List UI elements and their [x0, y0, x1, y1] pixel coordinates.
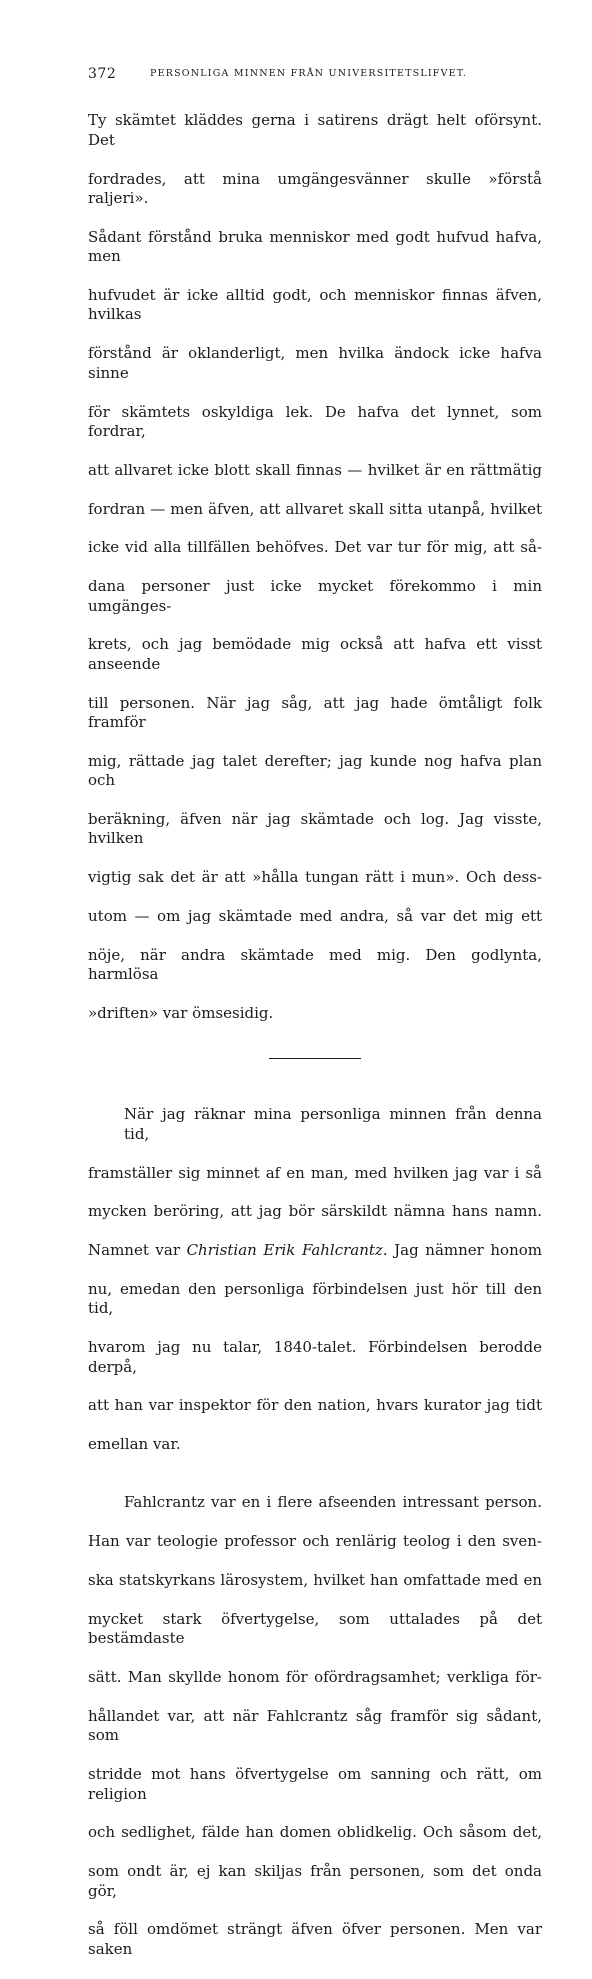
text-line: mig, rättade jag talet derefter; jag kunde nog hafva plan och: [88, 751, 542, 790]
paragraph-1: [88, 92, 542, 1043]
text-line: beräkning, äfven när jag skämtade och log. Jag visste, hvilken: [88, 810, 542, 848]
text-line: Ty skämtet kläddes gerna i satirens drägt helt oförsynt. Det: [88, 111, 542, 149]
text-line: fordran — men äfven, att allvaret skall sitta utanpå, hvilket: [88, 499, 542, 518]
text-line: mycket stark öfvertygelse, som uttalades på det bestämdaste: [88, 1609, 542, 1648]
page-number: 372: [88, 66, 117, 82]
text-line: hvarom jag nu talar, 1840-talet. Förbindelsen berodde derpå,: [88, 1338, 542, 1376]
text-line: nöje, när andra skämtade med mig. Den godlynta, harmlösa: [88, 945, 542, 984]
text-line: stridde mot hans öfvertygelse om sanning och rätt, om religion: [88, 1765, 542, 1803]
text-line: sätt. Man skyllde honom för ofördragsamhet; verkliga för-: [88, 1668, 542, 1687]
text-line: nu, emedan den personliga förbindelsen just hör till den tid,: [88, 1279, 542, 1318]
text-fragment: Namnet var: [88, 1241, 187, 1260]
book-page: [88, 62, 542, 1979]
text-line: Sådant förstånd bruka menniskor med godt hufvud hafva, men: [88, 227, 542, 266]
text-line: som ondt är, ej kan skiljas från personen, som det onda gör,: [88, 1862, 542, 1900]
paragraph-3: [88, 1474, 542, 1979]
text-line: krets, och jag bemödade mig också att hafva ett visst anseende: [88, 635, 542, 673]
text-line: att han var inspektor för den nation, hvars kurator jag tidt: [88, 1396, 542, 1415]
text-line: fordrades, att mina umgängesvänner skulle »förstå raljeri».: [88, 169, 542, 208]
text-line: utom — om jag skämtade med andra, så var det mig ett: [88, 907, 542, 926]
section-divider: [269, 1058, 361, 1059]
running-title: PERSONLIGA MINNEN FRÅN UNIVERSITETSLIFVET.: [150, 68, 468, 79]
text-line: vigtig sak det är att »hålla tungan rätt i mun». Och dess-: [88, 868, 542, 887]
text-line: så föll omdömet strängt äfven öfver personen. Men var saken: [88, 1920, 542, 1958]
text-fragment: Jag nämner honom: [387, 1241, 542, 1260]
text-line: förstånd är oklanderligt, men hvilka ändock icke hafva sinne: [88, 344, 542, 382]
text-line: icke vid alla tillfällen behöfves. Det var tur för mig, att så-: [88, 538, 542, 557]
paragraph-2: [88, 1086, 542, 1474]
text-line: att allvaret icke blott skall finnas — hvilket är en rättmätig: [88, 460, 542, 479]
text-line: emellan var.: [88, 1435, 181, 1454]
page-header: [88, 62, 542, 88]
text-line: mycken beröring, att jag bör särskildt nämna hans namn.: [88, 1202, 542, 1221]
text-line: framställer sig minnet af en man, med hvilken jag var i så: [88, 1163, 542, 1182]
person-name: Christian Erik Fahlcrantz.: [186, 1241, 388, 1260]
text-line-with-name: [88, 1241, 542, 1260]
text-line: till personen. När jag såg, att jag hade ömtåligt folk framför: [88, 693, 542, 731]
text-line: för skämtets oskyldiga lek. De hafva det lynnet, som fordrar,: [88, 402, 542, 440]
text-line: hållandet var, att när Fahlcrantz såg framför sig sådant, som: [88, 1706, 542, 1745]
text-line: »driften» var ömsesidig.: [88, 1004, 274, 1023]
text-line: När jag räknar mina personliga minnen från denna tid,: [124, 1105, 542, 1143]
text-line: Fahlcrantz var en i flere afseenden intressant person.: [124, 1493, 542, 1512]
text-line: hufvudet är icke alltid godt, och menniskor finnas äfven, hvilkas: [88, 286, 542, 324]
text-line: dana personer just icke mycket förekommo i min umgänges-: [88, 577, 542, 615]
text-line: Han var teologie professor och renlärig teolog i den sven-: [88, 1532, 542, 1551]
text-line: ska statskyrkans lärosystem, hvilket han omfattade med en: [88, 1571, 542, 1590]
text-line: och sedlighet, fälde han domen oblidkelig. Och såsom det,: [88, 1823, 542, 1842]
